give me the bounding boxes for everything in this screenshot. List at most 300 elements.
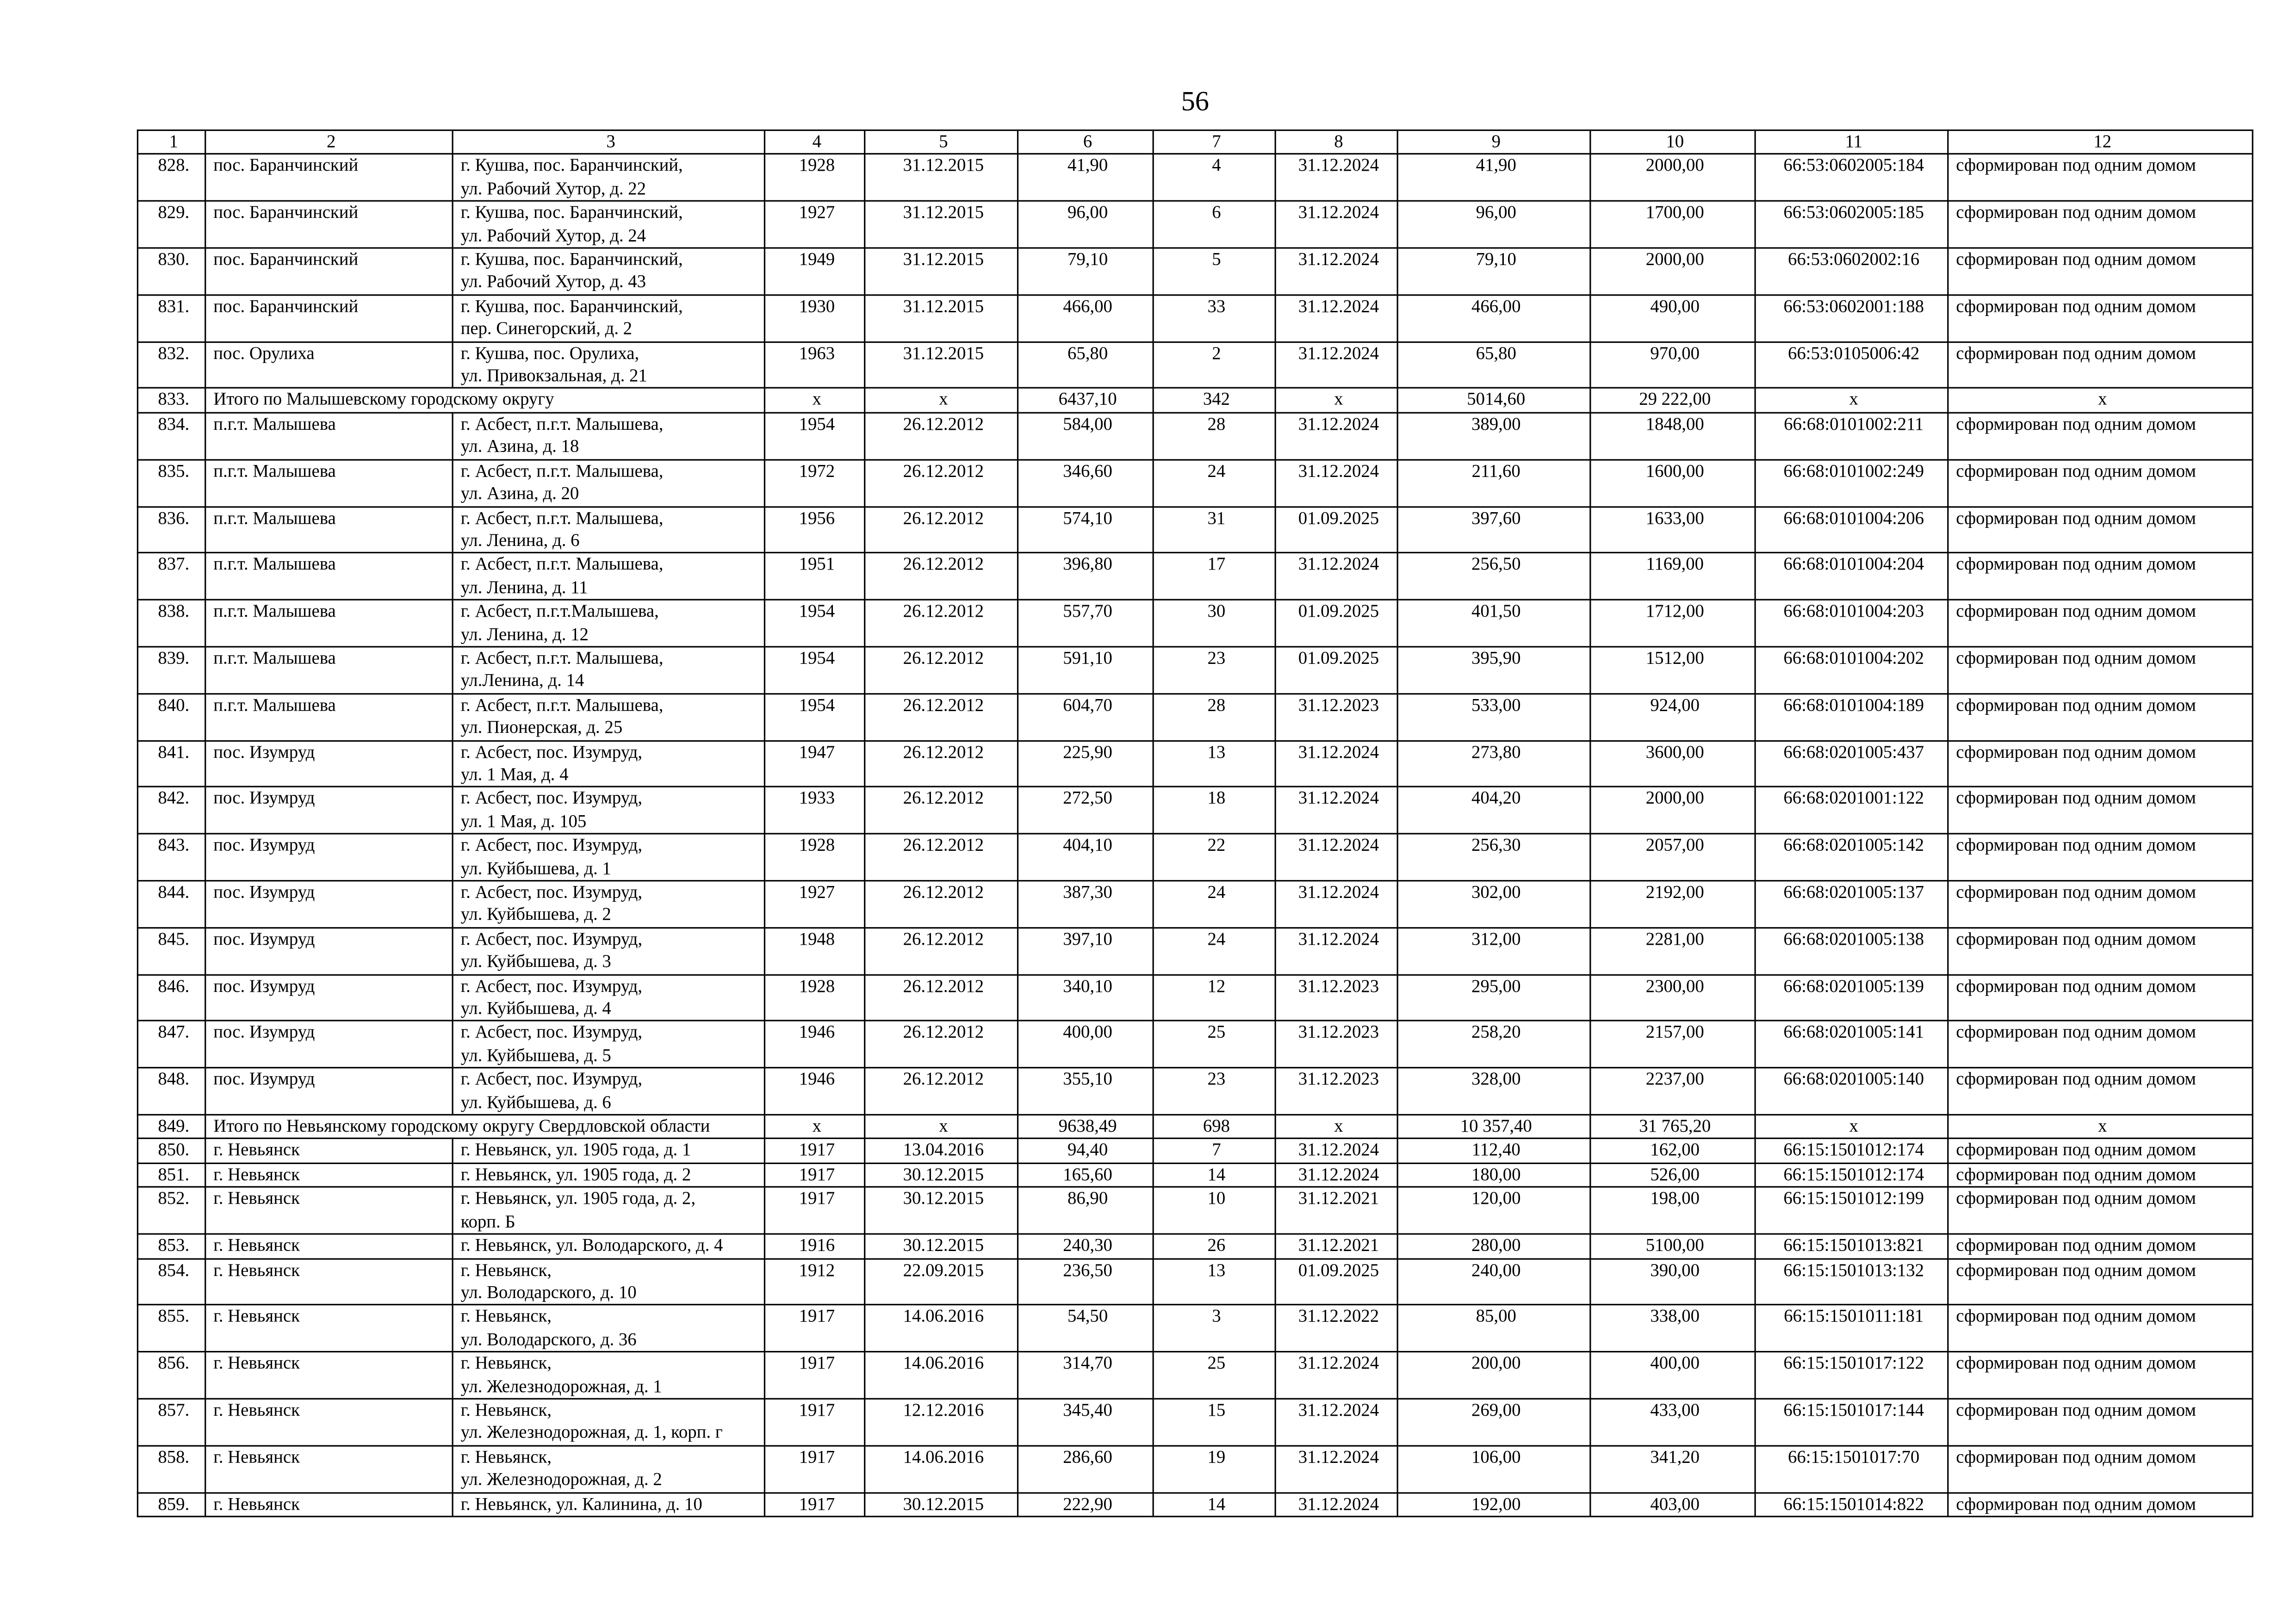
total-area: 466,00	[1018, 295, 1154, 341]
land-status: сформирован под одним домом	[1948, 740, 2253, 787]
cadastral-number: 66:68:0201005:437	[1755, 740, 1948, 787]
settlement-name: пос. Изумруд	[205, 928, 453, 974]
address-line: ул. Куйбышева, д. 6	[460, 1091, 611, 1112]
recognition-date: 13.04.2016	[865, 1139, 1018, 1163]
residents-count: 342	[1153, 389, 1275, 413]
construction-year: 1954	[764, 647, 864, 694]
land-area: 1700,00	[1590, 201, 1755, 248]
cadastral-number: 66:53:0105006:42	[1755, 341, 1948, 388]
living-area: 401,50	[1397, 600, 1590, 647]
total-area: 346,60	[1018, 459, 1154, 506]
cadastral-number: 66:53:0602005:184	[1755, 155, 1948, 201]
settlement-name: г. Невьянск	[205, 1163, 453, 1187]
address-line: ул. 1 Мая, д. 105	[460, 810, 587, 831]
row-number: 847.	[137, 1021, 205, 1068]
address-line: ул. Привокзальная, д. 21	[460, 365, 647, 386]
living-area: 273,80	[1397, 740, 1590, 787]
address-line: г. Невьянск, ул. 1905 года, д. 2	[460, 1164, 691, 1185]
row-number: 832.	[137, 341, 205, 388]
resettlement-deadline: 31.12.2024	[1275, 413, 1397, 459]
settlement-name: п.г.т. Малышева	[205, 647, 453, 694]
table-row	[137, 1352, 2253, 1399]
total-area: 272,50	[1018, 787, 1154, 834]
total-label: Итого по Малышевскому городскому округу	[205, 389, 765, 413]
row-number: 839.	[137, 647, 205, 694]
table-row	[137, 459, 2253, 506]
construction-year: 1972	[764, 459, 864, 506]
row-number: 834.	[137, 413, 205, 459]
construction-year: 1917	[764, 1399, 864, 1445]
total-area: 591,10	[1018, 647, 1154, 694]
table-row	[137, 694, 2253, 740]
construction-year: 1946	[764, 1068, 864, 1115]
column-header: 5	[865, 130, 1018, 155]
living-area: 211,60	[1397, 459, 1590, 506]
table-row	[137, 1187, 2253, 1234]
residents-count: 23	[1153, 647, 1275, 694]
settlement-name: г. Невьянск	[205, 1234, 453, 1258]
total-area: 165,60	[1018, 1163, 1154, 1187]
table-row	[137, 834, 2253, 881]
living-area: 258,20	[1397, 1021, 1590, 1068]
residents-count: 25	[1153, 1021, 1275, 1068]
land-area: 924,00	[1590, 694, 1755, 740]
living-area: 256,30	[1397, 834, 1590, 881]
recognition-date: 26.12.2012	[865, 600, 1018, 647]
total-area: 79,10	[1018, 248, 1154, 295]
living-area: 256,50	[1397, 553, 1590, 600]
resettlement-deadline: 31.12.2024	[1275, 201, 1397, 248]
address-cell	[453, 1163, 764, 1187]
row-number: 857.	[137, 1399, 205, 1445]
land-status: сформирован под одним домом	[1948, 1187, 2253, 1234]
column-header: 6	[1018, 130, 1154, 155]
settlement-name: пос. Изумруд	[205, 1068, 453, 1115]
land-status: сформирован под одним домом	[1948, 413, 2253, 459]
resettlement-deadline: 31.12.2024	[1275, 1163, 1397, 1187]
row-number: 850.	[137, 1139, 205, 1163]
land-area: 2157,00	[1590, 1021, 1755, 1068]
address-line: г. Асбест, п.г.т. Малышева,	[460, 694, 664, 715]
address-line: ул. Куйбышева, д. 4	[460, 997, 611, 1019]
row-number: 831.	[137, 295, 205, 341]
land-status: сформирован под одним домом	[1948, 881, 2253, 928]
recognition-date: x	[865, 389, 1018, 413]
settlement-name: г. Невьянск	[205, 1352, 453, 1399]
construction-year: 1963	[764, 341, 864, 388]
settlement-name: пос. Баранчинский	[205, 295, 453, 341]
recognition-date: 31.12.2015	[865, 295, 1018, 341]
cadastral-number: 66:68:0101002:211	[1755, 413, 1948, 459]
construction-year: 1916	[764, 1234, 864, 1258]
address-line: г. Асбест, пос. Изумруд,	[460, 928, 643, 949]
residents-count: 24	[1153, 459, 1275, 506]
recognition-date: 31.12.2015	[865, 248, 1018, 295]
settlement-name: пос. Изумруд	[205, 974, 453, 1021]
construction-year: 1951	[764, 553, 864, 600]
table-row	[137, 1258, 2253, 1305]
living-area: 5014,60	[1397, 389, 1590, 413]
land-area: 5100,00	[1590, 1234, 1755, 1258]
cadastral-number: 66:68:0201005:137	[1755, 881, 1948, 928]
resettlement-deadline: 31.12.2024	[1275, 341, 1397, 388]
address-line: г. Кушва, пос. Баранчинский,	[460, 248, 683, 270]
construction-year: 1928	[764, 974, 864, 1021]
address-line: г. Невьянск, ул. Калинина, д. 10	[460, 1493, 702, 1514]
total-area: 41,90	[1018, 155, 1154, 201]
table-row	[137, 201, 2253, 248]
construction-year: 1917	[764, 1305, 864, 1352]
residents-count: 13	[1153, 740, 1275, 787]
column-number-row	[137, 130, 2253, 155]
land-status: сформирован под одним домом	[1948, 1234, 2253, 1258]
address-line: ул. Куйбышева, д. 5	[460, 1044, 611, 1065]
total-area: 96,00	[1018, 201, 1154, 248]
land-status: сформирован под одним домом	[1948, 694, 2253, 740]
table-row	[137, 740, 2253, 787]
resettlement-deadline: 31.12.2024	[1275, 248, 1397, 295]
land-area: 1712,00	[1590, 600, 1755, 647]
resettlement-deadline: 31.12.2024	[1275, 553, 1397, 600]
living-area: 106,00	[1397, 1445, 1590, 1492]
address-line: г. Кушва, пос. Баранчинский,	[460, 202, 683, 223]
address-line: г. Невьянск,	[460, 1306, 552, 1326]
total-area: 9638,49	[1018, 1115, 1154, 1139]
residents-count: 33	[1153, 295, 1275, 341]
recognition-date: 31.12.2015	[865, 155, 1018, 201]
cadastral-number: 66:53:0602005:185	[1755, 201, 1948, 248]
settlement-name: пос. Изумруд	[205, 881, 453, 928]
recognition-date: 26.12.2012	[865, 881, 1018, 928]
land-area: 970,00	[1590, 341, 1755, 388]
cadastral-number: 66:68:0201005:139	[1755, 974, 1948, 1021]
land-status: сформирован под одним домом	[1948, 248, 2253, 295]
settlement-name: г. Невьянск	[205, 1493, 453, 1517]
construction-year: 1917	[764, 1187, 864, 1234]
resettlement-deadline: 31.12.2023	[1275, 1021, 1397, 1068]
address-cell	[453, 974, 764, 1021]
row-number: 840.	[137, 694, 205, 740]
cadastral-number: 66:68:0201005:140	[1755, 1068, 1948, 1115]
row-number: 829.	[137, 201, 205, 248]
row-number: 836.	[137, 506, 205, 553]
resettlement-deadline: 31.12.2024	[1275, 1493, 1397, 1517]
land-status: сформирован под одним домом	[1948, 787, 2253, 834]
land-status: сформирован под одним домом	[1948, 834, 2253, 881]
living-area: 312,00	[1397, 928, 1590, 974]
settlement-name: пос. Изумруд	[205, 740, 453, 787]
table-row	[137, 248, 2253, 295]
resettlement-deadline: 31.12.2024	[1275, 834, 1397, 881]
living-area: 302,00	[1397, 881, 1590, 928]
row-number: 844.	[137, 881, 205, 928]
cadastral-number: 66:68:0201005:141	[1755, 1021, 1948, 1068]
residents-count: 18	[1153, 787, 1275, 834]
land-area: 162,00	[1590, 1139, 1755, 1163]
land-status: сформирован под одним домом	[1948, 1352, 2253, 1399]
address-cell	[453, 740, 764, 787]
land-status: сформирован под одним домом	[1948, 974, 2253, 1021]
address-line: ул. Железнодорожная, д. 1	[460, 1375, 662, 1396]
land-status: сформирован под одним домом	[1948, 1258, 2253, 1305]
construction-year: 1917	[764, 1493, 864, 1517]
address-cell	[453, 1021, 764, 1068]
table-row	[137, 413, 2253, 459]
land-area: 1848,00	[1590, 413, 1755, 459]
address-line: ул. Куйбышева, д. 1	[460, 857, 611, 878]
row-number: 858.	[137, 1445, 205, 1492]
land-area: 31 765,20	[1590, 1115, 1755, 1139]
land-status: сформирован под одним домом	[1948, 1068, 2253, 1115]
cadastral-number: 66:68:0101004:202	[1755, 647, 1948, 694]
land-status: сформирован под одним домом	[1948, 506, 2253, 553]
address-cell	[453, 647, 764, 694]
settlement-name: п.г.т. Малышева	[205, 459, 453, 506]
row-number: 837.	[137, 553, 205, 600]
resettlement-deadline: 31.12.2024	[1275, 740, 1397, 787]
total-area: 236,50	[1018, 1258, 1154, 1305]
construction-year: 1947	[764, 740, 864, 787]
residents-count: 2	[1153, 341, 1275, 388]
address-line: ул. Пионерская, д. 25	[460, 717, 623, 738]
cadastral-number: 66:68:0101002:249	[1755, 459, 1948, 506]
cadastral-number: 66:15:1501012:199	[1755, 1187, 1948, 1234]
recognition-date: 26.12.2012	[865, 553, 1018, 600]
address-cell	[453, 1258, 764, 1305]
address-line: ул. Рабочий Хутор, д. 22	[460, 178, 646, 198]
register-body	[137, 155, 2253, 1517]
table-row	[137, 787, 2253, 834]
land-status: сформирован под одним домом	[1948, 459, 2253, 506]
resettlement-deadline: 31.12.2022	[1275, 1305, 1397, 1352]
recognition-date: 26.12.2012	[865, 787, 1018, 834]
residents-count: 22	[1153, 834, 1275, 881]
settlement-name: пос. Баранчинский	[205, 201, 453, 248]
total-area: 355,10	[1018, 1068, 1154, 1115]
resettlement-deadline: 31.12.2024	[1275, 1139, 1397, 1163]
address-line: г. Невьянск,	[460, 1259, 552, 1280]
table-row	[137, 1234, 2253, 1258]
living-area: 397,60	[1397, 506, 1590, 553]
total-area: 86,90	[1018, 1187, 1154, 1234]
construction-year: 1956	[764, 506, 864, 553]
column-header: 11	[1755, 130, 1948, 155]
resettlement-deadline: 01.09.2025	[1275, 1258, 1397, 1305]
address-line: г. Асбест, п.г.т.Малышева,	[460, 601, 659, 621]
land-status: сформирован под одним домом	[1948, 1163, 2253, 1187]
land-status: сформирован под одним домом	[1948, 1493, 2253, 1517]
construction-year: 1928	[764, 834, 864, 881]
residents-count: 17	[1153, 553, 1275, 600]
resettlement-deadline: 01.09.2025	[1275, 600, 1397, 647]
living-area: 41,90	[1397, 155, 1590, 201]
table-row	[137, 1163, 2253, 1187]
column-header: 10	[1590, 130, 1755, 155]
cadastral-number: x	[1755, 1115, 1948, 1139]
total-area: 604,70	[1018, 694, 1154, 740]
settlement-name: пос. Изумруд	[205, 1021, 453, 1068]
address-cell	[453, 1068, 764, 1115]
resettlement-deadline: 31.12.2023	[1275, 694, 1397, 740]
resettlement-deadline: 31.12.2024	[1275, 928, 1397, 974]
resettlement-deadline: 01.09.2025	[1275, 506, 1397, 553]
residents-count: 25	[1153, 1352, 1275, 1399]
address-cell	[453, 413, 764, 459]
address-cell	[453, 834, 764, 881]
row-number: 856.	[137, 1352, 205, 1399]
column-header: 3	[453, 130, 764, 155]
row-number: 838.	[137, 600, 205, 647]
living-area: 65,80	[1397, 341, 1590, 388]
construction-year: 1954	[764, 694, 864, 740]
living-area: 79,10	[1397, 248, 1590, 295]
address-line: г. Кушва, пос. Орулиха,	[460, 342, 639, 363]
land-area: 526,00	[1590, 1163, 1755, 1187]
residents-count: 26	[1153, 1234, 1275, 1258]
table-row	[137, 1021, 2253, 1068]
column-header: 2	[205, 130, 453, 155]
address-line: ул. Рабочий Хутор, д. 43	[460, 271, 646, 292]
recognition-date: 26.12.2012	[865, 834, 1018, 881]
total-area: 314,70	[1018, 1352, 1154, 1399]
cadastral-number: 66:15:1501017:122	[1755, 1352, 1948, 1399]
residents-count: 19	[1153, 1445, 1275, 1492]
recognition-date: 26.12.2012	[865, 647, 1018, 694]
land-status: x	[1948, 1115, 2253, 1139]
row-number: 845.	[137, 928, 205, 974]
resettlement-deadline: 31.12.2024	[1275, 155, 1397, 201]
cadastral-number: x	[1755, 389, 1948, 413]
table-row	[137, 1399, 2253, 1445]
cadastral-number: 66:68:0101004:204	[1755, 553, 1948, 600]
row-number: 841.	[137, 740, 205, 787]
address-cell	[453, 1139, 764, 1163]
address-cell	[453, 459, 764, 506]
residents-count: 6	[1153, 201, 1275, 248]
residents-count: 5	[1153, 248, 1275, 295]
resettlement-deadline: 31.12.2024	[1275, 1399, 1397, 1445]
address-line: г. Асбест, п.г.т. Малышева,	[460, 647, 664, 668]
recognition-date: 31.12.2015	[865, 341, 1018, 388]
row-number: 833.	[137, 389, 205, 413]
land-status: сформирован под одним домом	[1948, 1445, 2253, 1492]
address-line: г. Асбест, пос. Изумруд,	[460, 881, 643, 902]
total-area: 222,90	[1018, 1493, 1154, 1517]
row-number: 855.	[137, 1305, 205, 1352]
recognition-date: 12.12.2016	[865, 1399, 1018, 1445]
recognition-date: 26.12.2012	[865, 459, 1018, 506]
recognition-date: 30.12.2015	[865, 1187, 1018, 1234]
total-area: 400,00	[1018, 1021, 1154, 1068]
total-area: 584,00	[1018, 413, 1154, 459]
address-line: ул. Ленина, д. 11	[460, 576, 588, 597]
recognition-date: 14.06.2016	[865, 1352, 1018, 1399]
construction-year: 1930	[764, 295, 864, 341]
address-line: корп. Б	[460, 1210, 515, 1232]
cadastral-number: 66:68:0101004:203	[1755, 600, 1948, 647]
recognition-date: 26.12.2012	[865, 974, 1018, 1021]
settlement-name: г. Невьянск	[205, 1187, 453, 1234]
address-cell	[453, 506, 764, 553]
table-row	[137, 506, 2253, 553]
table-row	[137, 647, 2253, 694]
recognition-date: 22.09.2015	[865, 1258, 1018, 1305]
land-status: сформирован под одним домом	[1948, 155, 2253, 201]
address-cell	[453, 1493, 764, 1517]
construction-year: 1948	[764, 928, 864, 974]
row-number: 842.	[137, 787, 205, 834]
address-cell	[453, 1234, 764, 1258]
settlement-name: пос. Изумруд	[205, 834, 453, 881]
construction-year: x	[764, 1115, 864, 1139]
table-row	[137, 295, 2253, 341]
address-cell	[453, 694, 764, 740]
address-cell	[453, 201, 764, 248]
settlement-name: п.г.т. Малышева	[205, 413, 453, 459]
address-cell	[453, 787, 764, 834]
total-area: 397,10	[1018, 928, 1154, 974]
recognition-date: 31.12.2015	[865, 201, 1018, 248]
living-area: 404,20	[1397, 787, 1590, 834]
land-area: 1169,00	[1590, 553, 1755, 600]
cadastral-number: 66:68:0201005:142	[1755, 834, 1948, 881]
settlement-name: г. Невьянск	[205, 1399, 453, 1445]
address-line: г. Асбест, п.г.т. Малышева,	[460, 507, 664, 528]
total-area: 65,80	[1018, 341, 1154, 388]
construction-year: 1917	[764, 1139, 864, 1163]
construction-year: 1933	[764, 787, 864, 834]
land-status: сформирован под одним домом	[1948, 1021, 2253, 1068]
address-line: пер. Синегорский, д. 2	[460, 318, 633, 339]
table-row	[137, 553, 2253, 600]
address-cell	[453, 295, 764, 341]
settlement-name: г. Невьянск	[205, 1139, 453, 1163]
resettlement-deadline: 31.12.2024	[1275, 881, 1397, 928]
table-row	[137, 1305, 2253, 1352]
land-area: 2000,00	[1590, 787, 1755, 834]
land-area: 1512,00	[1590, 647, 1755, 694]
address-cell	[453, 553, 764, 600]
address-cell	[453, 1399, 764, 1445]
table-row	[137, 1445, 2253, 1492]
address-line: г. Невьянск,	[460, 1399, 552, 1420]
construction-year: 1927	[764, 201, 864, 248]
total-area: 54,50	[1018, 1305, 1154, 1352]
recognition-date: 30.12.2015	[865, 1163, 1018, 1187]
land-area: 400,00	[1590, 1352, 1755, 1399]
table-row	[137, 155, 2253, 201]
row-number: 828.	[137, 155, 205, 201]
recognition-date: 26.12.2012	[865, 506, 1018, 553]
table-row	[137, 928, 2253, 974]
living-area: 85,00	[1397, 1305, 1590, 1352]
residents-count: 13	[1153, 1258, 1275, 1305]
resettlement-deadline: 31.12.2023	[1275, 974, 1397, 1021]
settlement-name: п.г.т. Малышева	[205, 694, 453, 740]
address-cell	[453, 1305, 764, 1352]
residents-count: 30	[1153, 600, 1275, 647]
column-header: 12	[1948, 130, 2253, 155]
living-area: 112,40	[1397, 1139, 1590, 1163]
residents-count: 31	[1153, 506, 1275, 553]
living-area: 389,00	[1397, 413, 1590, 459]
address-line: ул. 1 Мая, д. 4	[460, 763, 569, 785]
construction-year: x	[764, 389, 864, 413]
cadastral-number: 66:15:1501017:70	[1755, 1445, 1948, 1492]
address-line: ул. Железнодорожная, д. 2	[460, 1468, 662, 1490]
living-area: 533,00	[1397, 694, 1590, 740]
residents-count: 28	[1153, 413, 1275, 459]
